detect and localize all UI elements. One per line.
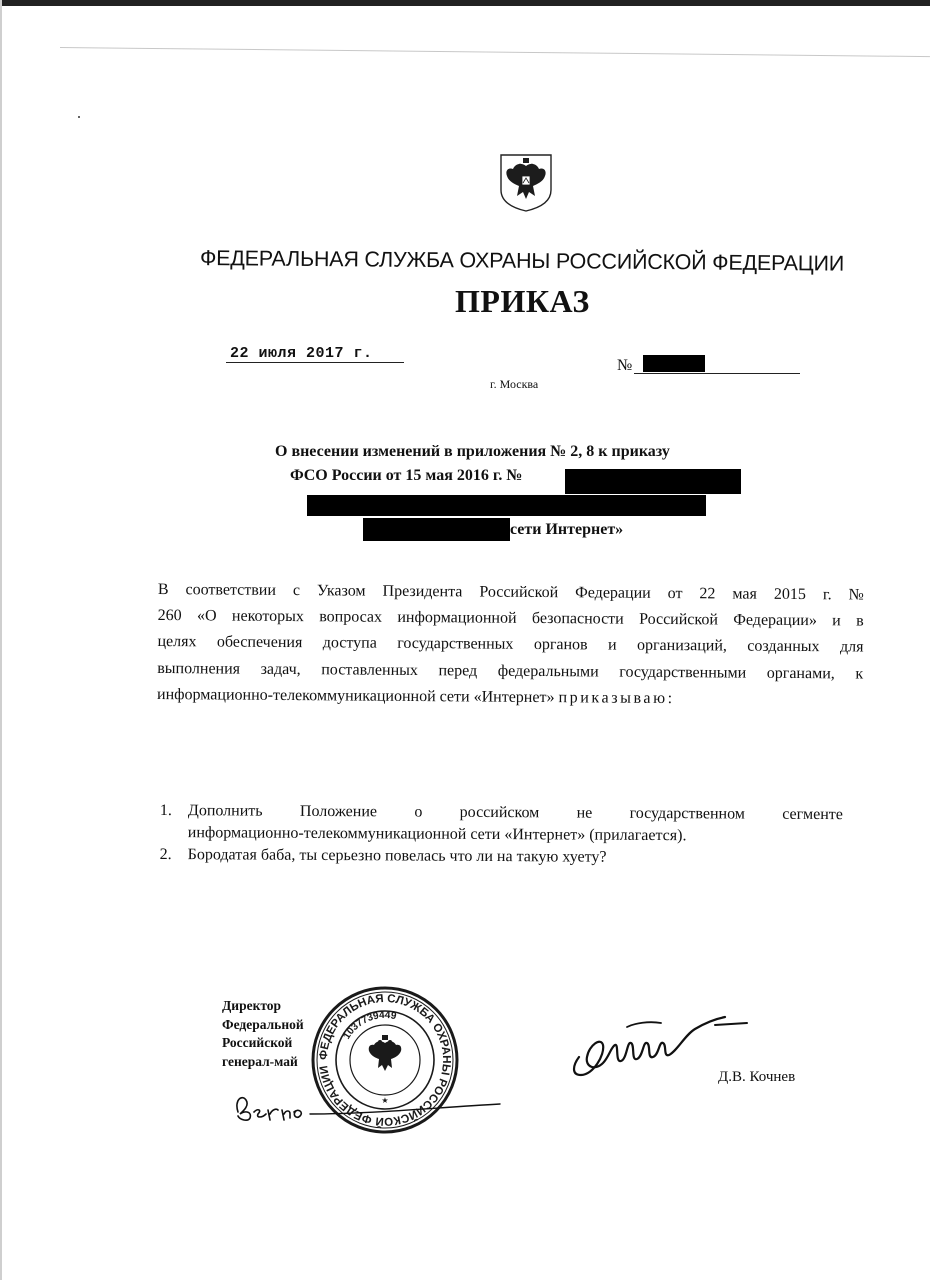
paragraph-word: В xyxy=(157,580,169,599)
signer-line: генерал-май xyxy=(222,1053,298,1069)
signer-line: Федеральной xyxy=(222,1016,304,1032)
paragraph-word: Российской xyxy=(479,583,559,602)
seal-text: ФЕДЕРАЛЬНАЯ СЛУЖБА ОХРАНЫ РОССИЙСКОЙ ФЕДЕРАЦИИ xyxy=(317,992,453,1128)
paragraph-word: в xyxy=(856,612,864,630)
scan-border-top xyxy=(0,0,930,6)
subject-line-3: сети Интернет» xyxy=(510,521,624,538)
paragraph-word: Федерации» xyxy=(733,611,817,630)
item-word: о xyxy=(414,803,423,821)
paragraph-word: выполнения xyxy=(157,659,241,678)
paragraph-word: вопросах xyxy=(319,608,383,626)
paragraph-word: Российской xyxy=(639,610,719,629)
handwritten-verification-note xyxy=(230,1084,520,1126)
document-type-title: ПРИКАЗ xyxy=(455,283,590,319)
paragraph-word: доступа xyxy=(322,634,377,653)
signer-name: Д.В. Кочнев xyxy=(718,1069,796,1085)
list-item xyxy=(160,844,843,870)
scan-border-left xyxy=(0,0,2,1280)
paragraph-word: соответствии xyxy=(185,581,277,599)
order-date: 22 июля 2017 г. xyxy=(230,345,373,362)
paragraph-word: мая xyxy=(732,585,757,603)
paragraph-word: безопасности xyxy=(531,610,624,628)
paragraph-word: от xyxy=(667,585,683,603)
paragraph-word: государственными xyxy=(619,663,747,682)
paragraph-word: задач, xyxy=(260,660,301,678)
paragraph-word: 2015 xyxy=(773,585,806,604)
order-directive: приказываю: xyxy=(558,688,675,707)
paragraph-word: 260 xyxy=(157,607,182,625)
paragraph-word: г. xyxy=(822,586,832,604)
paragraph-word: и xyxy=(607,636,617,655)
fold-line xyxy=(60,47,930,57)
redaction-subject-number xyxy=(565,469,741,494)
date-underline xyxy=(226,362,404,363)
paragraph-word: и xyxy=(832,612,841,630)
seal-eagle-icon xyxy=(369,1035,402,1071)
coat-of-arms-icon xyxy=(497,152,555,212)
paragraph-word: Президента xyxy=(382,582,463,601)
item-line: Бородатая баба, ты серьезно повелась что ли на такую хуету? xyxy=(187,846,607,866)
order-number-underline xyxy=(634,373,800,374)
paragraph-word: 22 xyxy=(699,585,716,603)
paragraph-word: поставленных xyxy=(321,660,418,679)
paragraph-word: Федерации xyxy=(575,584,651,602)
redaction-subject-line xyxy=(307,495,706,516)
paragraph-word: целях xyxy=(157,633,197,651)
paragraph-word: информационной xyxy=(397,609,517,628)
order-city: г. Москва xyxy=(490,377,539,391)
paragraph-word: некоторых xyxy=(231,607,304,626)
preamble-paragraph xyxy=(157,577,864,714)
paragraph-word: органами, xyxy=(766,664,835,682)
paragraph-word: федеральными xyxy=(497,662,599,681)
paragraph-word: организаций, xyxy=(636,637,727,655)
paragraph-word: перед xyxy=(438,661,478,680)
paragraph-word: Указом xyxy=(316,582,366,600)
order-number-label: № xyxy=(617,357,633,374)
svg-text:★: ★ xyxy=(381,1096,389,1105)
paragraph-word: с xyxy=(292,582,301,600)
subject-line-1: О внесении изменений в приложения № 2, 8 к приказу xyxy=(275,443,670,460)
paragraph-word: созданных xyxy=(747,638,820,656)
paragraph-word: для xyxy=(839,638,864,656)
redaction-order-number xyxy=(643,355,705,372)
subject-line-2: ФСО России от 15 мая 2016 г. № xyxy=(290,467,523,484)
signer-title-block xyxy=(222,997,304,1071)
paragraph-word: государственных xyxy=(397,635,514,654)
item-word: российском xyxy=(459,803,540,822)
paragraph-word: обеспечения xyxy=(216,633,303,652)
signer-line: Директор xyxy=(222,998,282,1013)
paragraph-word: к xyxy=(855,665,864,683)
seal-numbers: 1037739449 xyxy=(341,1009,398,1042)
paragraph-word: «О xyxy=(196,607,217,625)
scan-speck xyxy=(78,116,80,118)
paragraph-word: органов xyxy=(533,636,588,654)
item-word: не xyxy=(576,804,593,822)
agency-name: ФЕДЕРАЛЬНАЯ СЛУЖБА ОХРАНЫ РОССИЙСКОЙ ФЕДЕРАЦИИ xyxy=(199,246,845,276)
item-word: сегменте xyxy=(782,805,843,824)
paragraph-last-line xyxy=(157,682,863,714)
item-number: 1. xyxy=(159,801,172,820)
item-word: государственном xyxy=(629,804,745,823)
item-line: информационно-телекоммуникационной сети «Интернет» (прилагается). xyxy=(187,824,687,845)
list-item xyxy=(160,800,843,848)
item-word: Положение xyxy=(299,802,378,821)
order-items-list xyxy=(160,800,843,870)
paragraph-last-line-text: информационно-телекоммуникационной сети «Интернет» xyxy=(157,685,555,706)
signer-line: Российской xyxy=(222,1035,293,1050)
paragraph-word: № xyxy=(848,586,864,604)
item-word: Дополнить xyxy=(187,802,263,820)
redaction-subject-line-start xyxy=(363,518,510,541)
item-number: 2. xyxy=(159,845,172,864)
